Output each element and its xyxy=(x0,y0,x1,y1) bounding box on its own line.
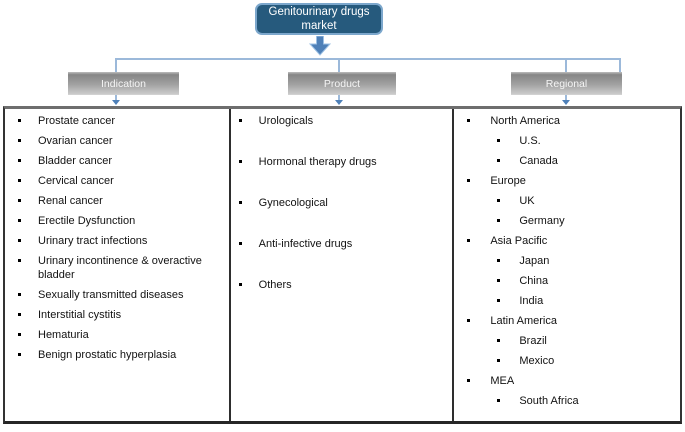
list-item xyxy=(454,234,680,248)
list-item xyxy=(5,174,229,188)
square-bullet-icon xyxy=(18,179,21,182)
list-item-label: Canada xyxy=(519,155,558,167)
square-bullet-icon xyxy=(467,319,470,322)
square-bullet-icon xyxy=(497,219,500,222)
list-subitem xyxy=(454,394,680,408)
small-down-arrow-icon xyxy=(335,100,343,105)
square-bullet-icon xyxy=(18,333,21,336)
list-item-label: Europe xyxy=(490,175,526,187)
connector-stub-indication-top xyxy=(115,58,117,72)
square-bullet-icon xyxy=(497,159,500,162)
square-bullet-icon xyxy=(497,199,500,202)
indication-list xyxy=(5,114,229,362)
list-item xyxy=(5,328,229,342)
list-item-label: Others xyxy=(258,279,292,291)
branch-header-regional xyxy=(511,72,622,95)
list-item-label: India xyxy=(519,295,544,307)
list-item xyxy=(231,196,453,210)
product-list xyxy=(231,114,453,292)
list-item-label: Sexually transmitted diseases xyxy=(38,289,184,301)
square-bullet-icon xyxy=(18,353,21,356)
list-item-label: Gynecological xyxy=(258,197,328,209)
list-item-label: Erectile Dysfunction xyxy=(38,215,136,227)
list-item-label: Benign prostatic hyperplasia xyxy=(38,349,177,361)
list-item-label: Ovarian cancer xyxy=(38,135,113,147)
list-subitem xyxy=(454,194,680,208)
branch-header-label: Indication xyxy=(101,77,146,90)
list-item xyxy=(5,254,229,282)
list-item-label: MEA xyxy=(490,375,515,387)
root-node-label: Genitourinary drugs market xyxy=(268,6,370,32)
list-item xyxy=(5,134,229,148)
list-subitem xyxy=(454,274,680,288)
square-bullet-icon xyxy=(497,279,500,282)
list-subitem xyxy=(454,294,680,308)
list-item xyxy=(454,174,680,188)
list-item xyxy=(5,194,229,208)
list-item xyxy=(5,308,229,322)
list-item xyxy=(231,237,453,251)
list-item xyxy=(5,288,229,302)
list-item xyxy=(231,278,453,292)
square-bullet-icon xyxy=(497,139,500,142)
square-bullet-icon xyxy=(239,242,242,245)
list-item-label: Germany xyxy=(519,215,565,227)
list-item-label: Latin America xyxy=(490,315,557,327)
list-item-label: Urologicals xyxy=(258,115,314,127)
small-down-arrow-icon xyxy=(562,100,570,105)
column-regional xyxy=(454,109,680,421)
square-bullet-icon xyxy=(18,159,21,162)
list-item-label: Urinary tract infections xyxy=(38,235,148,247)
list-item xyxy=(231,114,453,128)
list-item xyxy=(231,155,453,169)
square-bullet-icon xyxy=(18,259,21,262)
square-bullet-icon xyxy=(18,313,21,316)
connector-stub-product-top xyxy=(338,58,340,72)
segmentation-table xyxy=(3,106,682,424)
list-item-label: Mexico xyxy=(519,355,555,367)
list-item-label: Asia Pacific xyxy=(490,235,548,247)
square-bullet-icon xyxy=(497,259,500,262)
connector-stub-regional-top xyxy=(565,58,567,72)
column-product xyxy=(231,109,455,421)
list-item xyxy=(5,234,229,248)
list-subitem xyxy=(454,254,680,268)
small-down-arrow-icon xyxy=(112,100,120,105)
list-item xyxy=(5,214,229,228)
square-bullet-icon xyxy=(239,283,242,286)
list-subitem xyxy=(454,154,680,168)
list-item xyxy=(5,114,229,128)
list-item-label: Urinary incontinence & overactive bladder xyxy=(38,255,202,281)
list-item-label: China xyxy=(519,275,549,287)
list-item xyxy=(454,374,680,388)
square-bullet-icon xyxy=(497,359,500,362)
connector-horizontal-line xyxy=(115,58,621,60)
square-bullet-icon xyxy=(239,160,242,163)
square-bullet-icon xyxy=(467,379,470,382)
list-item-label: UK xyxy=(519,195,535,207)
list-item-label: Japan xyxy=(519,255,550,267)
list-subitem xyxy=(454,354,680,368)
square-bullet-icon xyxy=(497,339,500,342)
list-item xyxy=(5,348,229,362)
square-bullet-icon xyxy=(18,239,21,242)
list-item-label: Cervical cancer xyxy=(38,175,114,187)
list-item-label: South Africa xyxy=(519,395,579,407)
square-bullet-icon xyxy=(497,299,500,302)
square-bullet-icon xyxy=(18,139,21,142)
square-bullet-icon xyxy=(467,179,470,182)
square-bullet-icon xyxy=(18,293,21,296)
list-item-label: North America xyxy=(490,115,561,127)
square-bullet-icon xyxy=(239,201,242,204)
square-bullet-icon xyxy=(467,119,470,122)
list-item-label: Brazil xyxy=(519,335,547,347)
list-item-label: Interstitial cystitis xyxy=(38,309,122,321)
column-indication xyxy=(5,109,231,421)
list-item-label: Hematuria xyxy=(38,329,89,341)
list-item-label: Anti-infective drugs xyxy=(258,238,353,250)
branch-header-indication xyxy=(68,72,179,95)
list-item xyxy=(454,314,680,328)
square-bullet-icon xyxy=(18,219,21,222)
list-item-label: Bladder cancer xyxy=(38,155,112,167)
branch-header-product xyxy=(288,72,396,95)
branch-header-label: Product xyxy=(323,77,361,90)
square-bullet-icon xyxy=(18,119,21,122)
down-block-arrow-icon xyxy=(309,36,331,56)
list-item-label: Hormonal therapy drugs xyxy=(258,156,377,168)
square-bullet-icon xyxy=(239,119,242,122)
list-item xyxy=(5,154,229,168)
root-node xyxy=(255,3,383,35)
square-bullet-icon xyxy=(18,199,21,202)
list-item-label: Prostate cancer xyxy=(38,115,116,127)
list-subitem xyxy=(454,214,680,228)
connector-stub-regional-corner xyxy=(619,58,621,72)
list-item-label: U.S. xyxy=(519,135,541,147)
list-item xyxy=(454,114,680,128)
list-item-label: Renal cancer xyxy=(38,195,103,207)
square-bullet-icon xyxy=(497,399,500,402)
list-subitem xyxy=(454,334,680,348)
branch-header-label: Regional xyxy=(545,77,588,90)
regional-list xyxy=(454,114,680,408)
square-bullet-icon xyxy=(467,239,470,242)
list-subitem xyxy=(454,134,680,148)
